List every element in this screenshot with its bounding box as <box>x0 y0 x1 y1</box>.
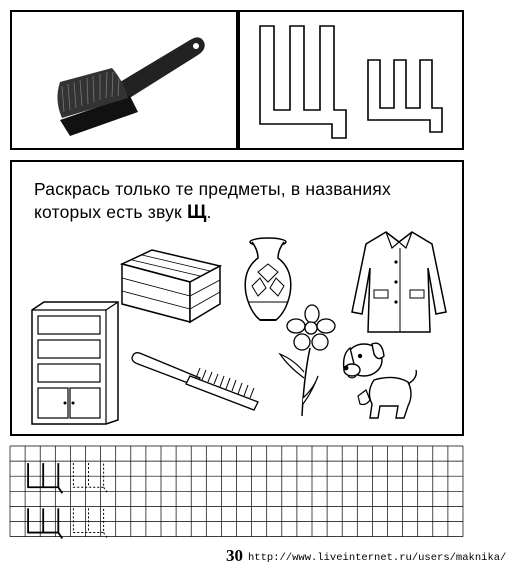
letter-shch-outline <box>240 12 466 152</box>
task-instruction <box>34 178 454 224</box>
coat-illustration <box>350 228 448 338</box>
grid-lines <box>10 446 464 538</box>
letters-box <box>238 10 464 150</box>
task-punct: . <box>206 202 212 222</box>
watermark-url: http://www.liveinternet.ru/users/maknika/ <box>248 552 506 564</box>
task-line-1: Раскрась только те предметы, в названиях <box>34 179 391 199</box>
bookshelf-illustration <box>30 300 122 426</box>
task-line-2 <box>34 201 454 224</box>
page-number: 30 <box>226 546 243 565</box>
letter-shch-sample <box>28 463 62 493</box>
letter-shch-trace <box>73 463 107 493</box>
flower-illustration <box>274 306 336 418</box>
task-box <box>10 160 464 436</box>
brush-picture-box <box>10 10 238 150</box>
footer <box>0 544 506 574</box>
task-line-2-prefix: которых есть звук <box>34 202 187 222</box>
puppy-illustration <box>340 334 420 420</box>
letter-shch-sample-2 <box>28 508 62 538</box>
brush-large-illustration <box>12 12 240 152</box>
sound-letter: Щ <box>186 202 207 223</box>
brush-small-illustration <box>130 348 270 412</box>
letter-shch-trace-2 <box>73 508 107 538</box>
writing-grid[interactable] <box>10 446 464 538</box>
box-illustration <box>116 246 226 326</box>
